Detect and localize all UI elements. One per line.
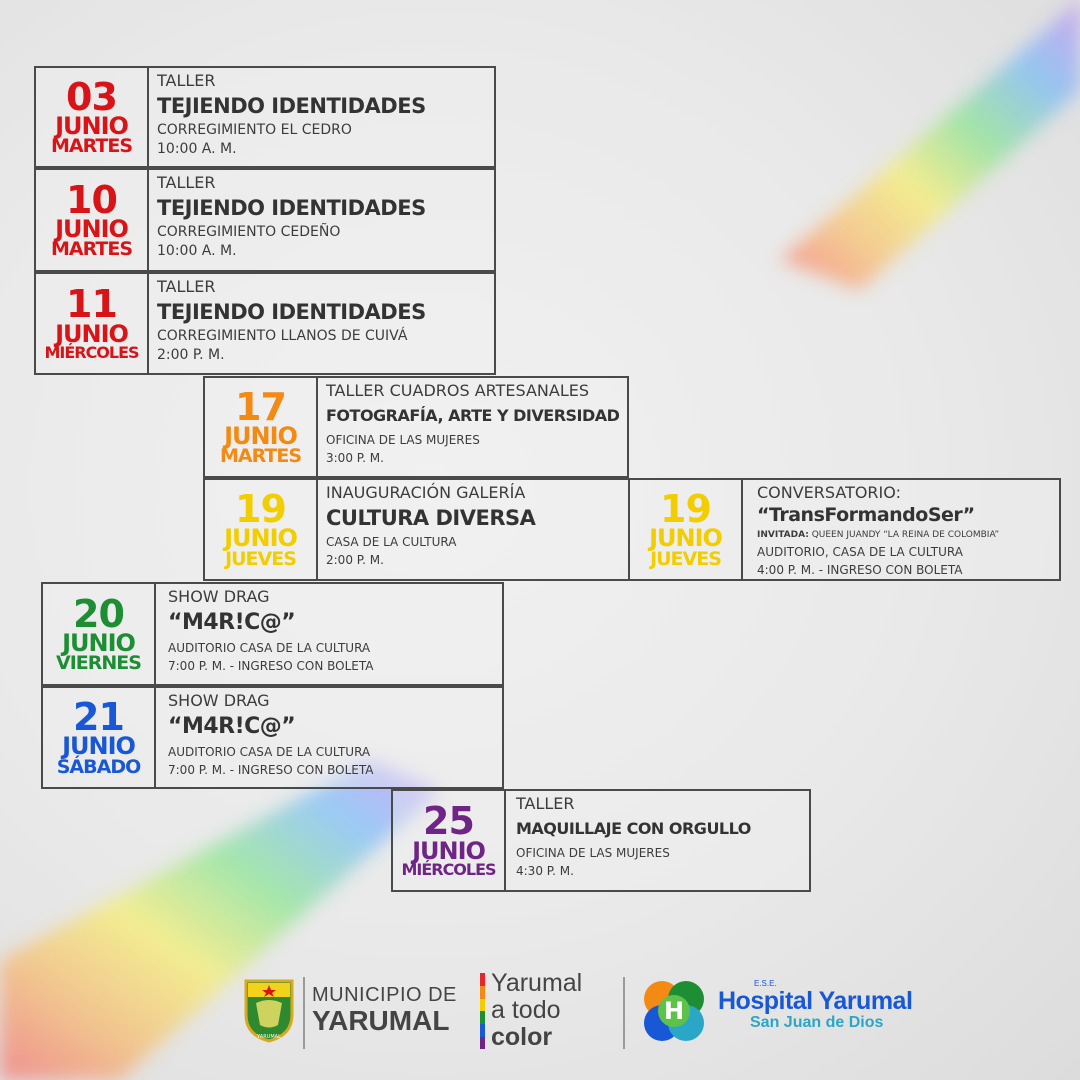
event-title: TEJIENDO IDENTIDADES — [157, 300, 426, 324]
event-time: 4:30 P. M. — [516, 864, 574, 878]
event-title: TEJIENDO IDENTIDADES — [157, 94, 426, 118]
event-card — [628, 478, 1061, 581]
event-weekday: MIÉRCOLES — [401, 860, 496, 880]
event-card — [41, 582, 504, 686]
event-day-number: 19 — [235, 487, 286, 532]
yarumal-shield-icon — [242, 975, 296, 1043]
event-info — [149, 170, 494, 270]
slogan-line2: a todo — [491, 996, 561, 1024]
event-info — [318, 378, 627, 476]
event-date — [36, 68, 149, 166]
event-guest — [757, 527, 1059, 543]
event-info — [318, 480, 628, 579]
event-card — [203, 478, 630, 581]
event-place: OFICINA DE LAS MUJERES — [326, 433, 480, 447]
event-place: AUDITORIO, CASA DE LA CULTURA — [757, 545, 963, 559]
municipio-logo — [312, 985, 457, 1035]
event-place: CASA DE LA CULTURA — [326, 535, 457, 549]
event-type: INAUGURACIÓN GALERÍA — [326, 483, 526, 502]
event-month: JUNIO — [412, 836, 485, 865]
event-weekday: VIERNES — [56, 652, 141, 675]
hospital-sub: San Juan de Dios — [750, 1014, 884, 1031]
event-info — [506, 791, 809, 890]
event-weekday: JUEVES — [650, 547, 721, 570]
event-place: CORREGIMIENTO LLANOS DE CUIVÁ — [157, 328, 408, 344]
event-time: 2:00 P. M. — [326, 553, 384, 567]
event-date — [43, 584, 156, 684]
event-day-number: 25 — [423, 799, 474, 844]
event-place: AUDITORIO CASA DE LA CULTURA — [168, 745, 371, 759]
event-title: FOTOGRAFÍA, ARTE Y DIVERSIDAD — [326, 406, 620, 425]
hospital-logo-letter: H — [663, 997, 685, 1025]
rainbow-bar — [480, 973, 485, 1049]
event-title: “M4R!C@” — [168, 610, 296, 635]
event-month: JUNIO — [62, 628, 135, 657]
hospital-name: Hospital Yarumal — [718, 987, 913, 1015]
event-month: JUNIO — [62, 732, 135, 761]
event-month: JUNIO — [55, 319, 128, 348]
event-card — [391, 789, 811, 892]
event-title: CULTURA DIVERSA — [326, 506, 536, 530]
event-date — [205, 480, 318, 579]
slogan-line3: color — [491, 1023, 553, 1051]
event-card — [41, 686, 504, 789]
event-date — [630, 480, 743, 579]
divider — [623, 977, 625, 1049]
event-card — [34, 272, 496, 375]
event-info — [743, 480, 1059, 579]
shield-text: YARUMAL — [257, 1034, 281, 1040]
divider — [303, 977, 305, 1049]
slogan-logo — [491, 970, 582, 1051]
event-title: TEJIENDO IDENTIDADES — [157, 196, 426, 220]
event-day-number: 11 — [66, 282, 117, 327]
event-type: TALLER CUADROS ARTESANALES — [326, 381, 589, 400]
event-weekday: MIÉRCOLES — [44, 343, 139, 363]
slogan-line1: Yarumal — [491, 969, 583, 997]
event-type: TALLER — [157, 71, 216, 90]
event-title: MAQUILLAJE CON ORGULLO — [516, 819, 751, 838]
event-type: TALLER — [516, 794, 575, 813]
event-month: JUNIO — [55, 214, 128, 243]
event-time: 10:00 A. M. — [157, 243, 237, 259]
event-card — [34, 66, 496, 168]
event-place: AUDITORIO CASA DE LA CULTURA — [168, 641, 371, 655]
event-type: TALLER — [157, 277, 216, 296]
event-info — [149, 274, 494, 373]
event-date — [205, 378, 318, 476]
event-day-number: 10 — [66, 177, 117, 222]
event-guest-name: QUEEN JUANDY “LA REINA DE COLOMBIA” — [811, 530, 1000, 540]
event-weekday: JUEVES — [225, 547, 296, 570]
event-date — [43, 688, 156, 787]
event-month: JUNIO — [224, 524, 297, 553]
event-month: JUNIO — [224, 421, 297, 450]
event-day-number: 20 — [73, 591, 124, 636]
event-weekday: MARTES — [50, 238, 132, 261]
event-day-number: 17 — [235, 384, 286, 429]
event-time: 10:00 A. M. — [157, 141, 237, 157]
event-info — [156, 688, 502, 787]
event-weekday: SÁBADO — [56, 755, 141, 778]
hospital-prefix: E.S.E. — [754, 979, 777, 988]
municipio-line2: YARUMAL — [312, 1005, 450, 1036]
event-type: TALLER — [157, 173, 216, 192]
event-day-number: 03 — [66, 74, 117, 119]
event-time: 4:00 P. M. - INGRESO CON BOLETA — [757, 563, 963, 577]
event-card — [203, 376, 629, 478]
event-card — [34, 168, 496, 272]
event-month: JUNIO — [649, 524, 722, 553]
event-weekday: MARTES — [50, 135, 132, 158]
event-info — [156, 584, 502, 684]
event-time: 2:00 P. M. — [157, 347, 225, 363]
event-date — [393, 791, 506, 890]
event-type: CONVERSATORIO: — [757, 483, 901, 502]
event-type: SHOW DRAG — [168, 691, 270, 710]
event-date — [36, 170, 149, 270]
footer-logos — [0, 965, 1080, 1065]
event-weekday: MARTES — [219, 445, 301, 468]
event-guest-label: INVITADA: — [757, 530, 809, 540]
event-place: OFICINA DE LAS MUJERES — [516, 846, 670, 860]
event-place: CORREGIMIENTO CEDEÑO — [157, 224, 341, 240]
event-time: 7:00 P. M. - INGRESO CON BOLETA — [168, 763, 374, 777]
event-type: SHOW DRAG — [168, 587, 270, 606]
event-title: “M4R!C@” — [168, 714, 296, 739]
event-day-number: 19 — [660, 487, 711, 532]
hospital-logo — [718, 979, 912, 1032]
event-title: “TransFormandoSer” — [757, 504, 975, 526]
event-info — [149, 68, 494, 166]
event-place: CORREGIMIENTO EL CEDRO — [157, 122, 352, 138]
event-month: JUNIO — [55, 111, 128, 140]
event-day-number: 21 — [73, 695, 124, 740]
event-time: 7:00 P. M. - INGRESO CON BOLETA — [168, 659, 374, 673]
event-time: 3:00 P. M. — [326, 451, 384, 465]
hospital-logo-icon — [636, 973, 712, 1049]
event-date — [36, 274, 149, 373]
municipio-line1: MUNICIPIO DE — [312, 984, 457, 1006]
